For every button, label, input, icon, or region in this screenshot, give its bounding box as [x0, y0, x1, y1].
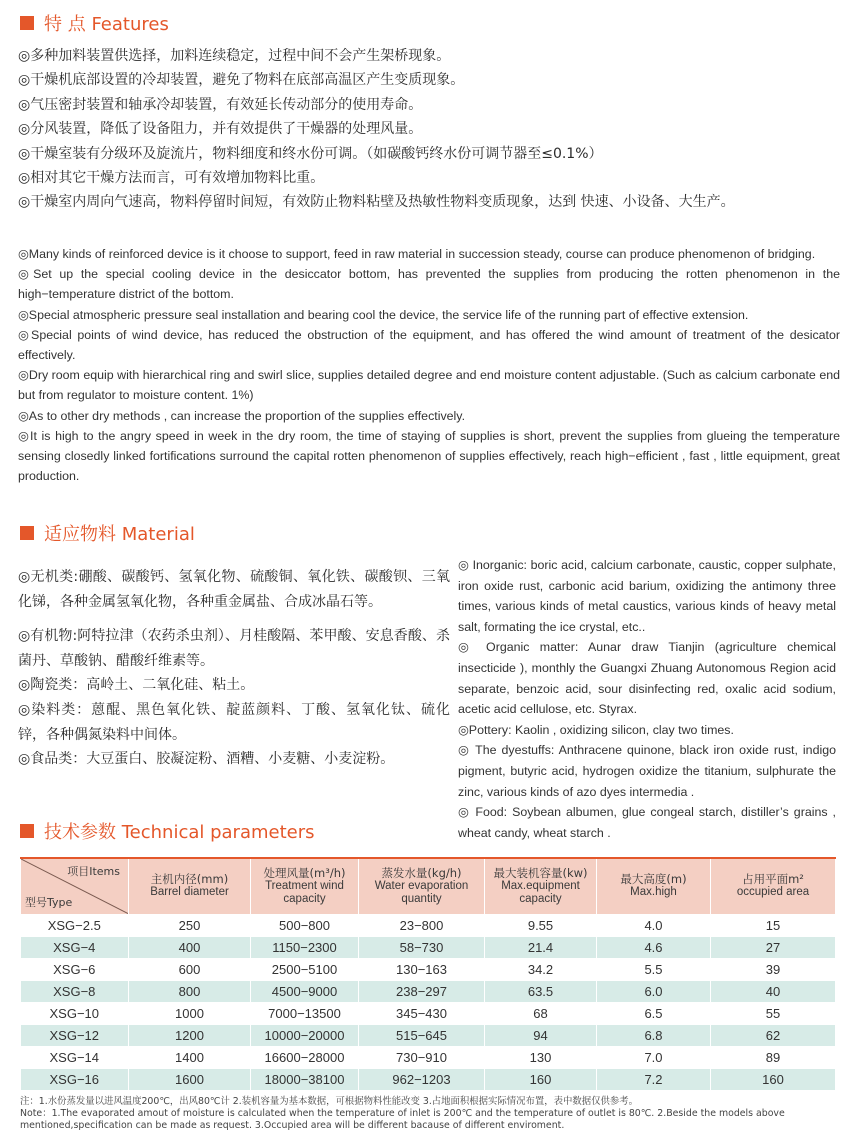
feature-en-3: ◎Special atmospheric pressure seal installation and bearing cool the device, the service life of the running part of effective extension. [18, 307, 749, 322]
column-header-en: Max.high [630, 886, 677, 899]
model-cell: XSG−8 [21, 980, 129, 1002]
value-cell: 1400 [129, 1046, 251, 1068]
value-cell: 962−1203 [359, 1068, 485, 1090]
model-cell: XSG−4 [21, 936, 129, 958]
note-en-line1: Note：1.The evaporated amout of moisture is calculated when the temperature of inlet is 200℃ and the temperature of outlet is 80℃. 2.Beside the models above [20, 1108, 785, 1119]
value-cell: 2500−5100 [251, 958, 359, 980]
feature-zh-4: ◎分风装置，降低了设备阻力，并有效提供了干燥器的处理风量。 [18, 121, 423, 138]
value-cell: 5.5 [597, 958, 711, 980]
table-row [21, 936, 836, 958]
heading-square-icon [20, 824, 34, 838]
column-header-zh: 最大装机容量(kw) [493, 865, 588, 880]
value-cell: 34.2 [485, 958, 597, 980]
material-zh-list [18, 565, 450, 772]
feature-en-2: ◎Set up the special cooling device in the desiccator bottom, has prevented the supplies from producing the rotten phenomenon in the high−temperature district of the bottom. [18, 267, 840, 302]
material-en-3: ◎Pottery: Kaolin , oxidizing silicon, clay two times. [458, 722, 734, 737]
value-cell: 400 [129, 936, 251, 958]
value-cell: 18000−38100 [251, 1068, 359, 1090]
material-en-5: ◎ Food: Soybean albumen, glue congeal starch, distiller’s grains , wheat candy, wheat starch . [458, 805, 836, 840]
model-cell: XSG−16 [21, 1068, 129, 1090]
feature-en-7: ◎It is high to the angry speed in week in the dry room, the time of staying of supplies is short, prevent the supplies from glueing the temperature sensing closedly linked fortifications surround the capital rotten phenomenon of supplies effectively, reach high−efficient , fast , little equipment, great production. [18, 428, 840, 484]
column-header-zh: 处理风量(m³/h) [263, 865, 346, 880]
value-cell: 238−297 [359, 980, 485, 1002]
material-en-4: ◎ The dyestuffs: Anthracene quinone, black iron oxide rust, indigo pigment, butyric acid, hydrogen oxidize the titanium, sulphurate the zinc, various kinds of azo dyes intermedia . [458, 743, 836, 799]
value-cell: 40 [711, 980, 836, 1002]
feature-en-4: ◎Special points of wind device, has reduced the obstruction of the equipment, and has offered the wind amount of treatment of the desicator effectively. [18, 327, 840, 363]
value-cell: 16600−28000 [251, 1046, 359, 1068]
column-header [129, 858, 251, 914]
features-en-list [18, 244, 840, 486]
value-cell: 4500−9000 [251, 980, 359, 1002]
value-cell: 21.4 [485, 936, 597, 958]
value-cell: 6.8 [597, 1024, 711, 1046]
value-cell: 515−645 [359, 1024, 485, 1046]
column-header [485, 858, 597, 914]
table-header-row [21, 858, 836, 914]
parameters-table [20, 857, 836, 1091]
column-header-zh: 最大高度(m) [620, 872, 687, 887]
value-cell: 6.0 [597, 980, 711, 1002]
corner-type-label: 型号Type [25, 895, 73, 909]
value-cell: 7.0 [597, 1046, 711, 1068]
table-row [21, 1024, 836, 1046]
column-header-zh: 主机内径(mm) [150, 872, 229, 887]
features-heading [20, 12, 169, 34]
feature-en-5: ◎Dry room equip with hierarchical ring and swirl slice, supplies detailed degree and end moisture content adjustable. (Such as calcium carbonate end but from regulator to moisture content. 1%) [18, 368, 840, 403]
value-cell: 130−163 [359, 958, 485, 980]
table-body [21, 914, 836, 1090]
value-cell: 160 [711, 1068, 836, 1090]
column-header-zh: 蒸发水量(kg/h) [381, 865, 462, 880]
value-cell: 27 [711, 936, 836, 958]
table-note [20, 1096, 835, 1132]
material-zh-2: ◎有机物:阿特拉津（农药杀虫剂）、月桂酸隔、苯甲酸、安息香酸、杀菌丹、草酸钠、醋酸纤维素等。 [18, 628, 450, 669]
note-zh: 注：1.水份蒸发量以进风温度200℃，出风80℃计 2.装机容量为基本数据，可根据物料性能改变 3.占地面积根据实际情况布置，表中数据仅供参考。 [20, 1096, 639, 1107]
value-cell: 94 [485, 1024, 597, 1046]
note-en-line2: mentioned,specification can be made as request. 3.Occupied area will be different bacause of different enviroment. [20, 1120, 565, 1131]
table-row [21, 1002, 836, 1024]
table-row [21, 980, 836, 1002]
value-cell: 1600 [129, 1068, 251, 1090]
model-cell: XSG−12 [21, 1024, 129, 1046]
material-title: 适应物料 Material [44, 524, 195, 545]
value-cell: 7000−13500 [251, 1002, 359, 1024]
material-zh-1: ◎无机类:硼酸、碳酸钙、氢氧化物、硫酸铜、氧化铁、碳酸钡、三氧化锑，各种金属氢氧化物，各种重金属盐、合成冰晶石等。 [18, 569, 450, 610]
column-header [597, 858, 711, 914]
value-cell: 6.5 [597, 1002, 711, 1024]
value-cell: 500−800 [251, 914, 359, 936]
value-cell: 58−730 [359, 936, 485, 958]
value-cell: 15 [711, 914, 836, 936]
column-header [711, 858, 836, 914]
feature-zh-2: ◎干燥机底部设置的冷却装置，避免了物料在底部高温区产生变质现象。 [18, 72, 465, 89]
value-cell: 55 [711, 1002, 836, 1024]
value-cell: 130 [485, 1046, 597, 1068]
material-en-2: ◎ Organic matter: Aunar draw Tianjin (agriculture chemical insecticide ), monthly the Guangxi Zhuang Autonomous Region acid separate, benzoic acid, sour disinfecting red, oxalic acid sodium, acetic acid cellulose, etc. Styrax. [458, 640, 836, 717]
value-cell: 10000−20000 [251, 1024, 359, 1046]
model-cell: XSG−10 [21, 1002, 129, 1024]
column-header-en: Barrel diameter [150, 886, 229, 899]
table-row [21, 1068, 836, 1090]
value-cell: 68 [485, 1002, 597, 1024]
table-row [21, 914, 836, 936]
value-cell: 600 [129, 958, 251, 980]
value-cell: 89 [711, 1046, 836, 1068]
value-cell: 4.6 [597, 936, 711, 958]
column-header-zh: 占用平面m² [742, 872, 804, 887]
value-cell: 23−800 [359, 914, 485, 936]
value-cell: 1200 [129, 1024, 251, 1046]
feature-zh-6: ◎相对其它干燥方法而言，可有效增加物料比重。 [18, 170, 325, 187]
heading-square-icon [20, 526, 34, 540]
value-cell: 7.2 [597, 1068, 711, 1090]
value-cell: 1000 [129, 1002, 251, 1024]
column-header-en: Treatment wind capacity [265, 879, 344, 905]
value-cell: 1150−2300 [251, 936, 359, 958]
column-header-en: occupied area [736, 886, 810, 899]
material-zh-5: ◎食品类：大豆蛋白、胶凝淀粉、酒糟、小麦糖、小麦淀粉。 [18, 751, 395, 768]
value-cell: 39 [711, 958, 836, 980]
column-header-en: Max.equipment capacity [501, 879, 580, 905]
material-en-1: ◎ Inorganic: boric acid, calcium carbonate, caustic, copper sulphate, iron oxide rust, carbonic acid barium, oxidizing the antimony three times, various kinds of metal caustics, various kinds of heavy metal salt, formating the ice crystal, etc.. [458, 558, 836, 634]
column-header [359, 858, 485, 914]
value-cell: 730−910 [359, 1046, 485, 1068]
table-row [21, 1046, 836, 1068]
value-cell: 62 [711, 1024, 836, 1046]
table-row [21, 958, 836, 980]
features-zh-list [18, 44, 838, 215]
value-cell: 800 [129, 980, 251, 1002]
material-heading [20, 522, 195, 544]
feature-en-6: ◎As to other dry methods , can increase the proportion of the supplies effectively. [18, 408, 466, 423]
corner-items-label: 项目Items [67, 865, 120, 878]
feature-en-1: ◎Many kinds of reinforced device is it choose to support, feed in raw material in succession steady, course can produce phenomenon of bridging. [18, 247, 816, 261]
value-cell: 160 [485, 1068, 597, 1090]
column-header-en: Water evaporation quantity [374, 879, 469, 905]
feature-zh-3: ◎气压密封装置和轴承冷却装置，有效延长传动部分的使用寿命。 [18, 96, 423, 113]
features-title: 特 点 Features [44, 14, 169, 35]
model-cell: XSG−14 [21, 1046, 129, 1068]
technical-heading [20, 820, 315, 842]
feature-zh-5: ◎干燥室装有分级环及旋流片，物料细度和终水份可调。（如碳酸钙终水份可调节器至≤0.1%） [18, 145, 603, 162]
value-cell: 9.55 [485, 914, 597, 936]
feature-zh-7: ◎干燥室内周向气速高，物料停留时间短，有效防止物料粘壁及热敏性物料变质现象，达到 快速、小设备、大生产。 [18, 194, 735, 211]
table-corner-cell [21, 858, 129, 914]
column-header [251, 858, 359, 914]
heading-square-icon [20, 16, 34, 30]
value-cell: 4.0 [597, 914, 711, 936]
technical-title: 技术参数 Technical parameters [44, 822, 315, 843]
feature-zh-1: ◎多种加料装置供选择，加料连续稳定，过程中间不会产生架桥现象。 [18, 48, 451, 64]
material-en-list [458, 555, 836, 843]
value-cell: 345−430 [359, 1002, 485, 1024]
value-cell: 63.5 [485, 980, 597, 1002]
material-zh-3: ◎陶瓷类：高岭土、二氧化硅、粘土。 [18, 677, 255, 694]
material-zh-4: ◎染料类：蒽醌、黑色氧化铁、靛蓝颜料、丁酸、氢氧化钛、硫化锌，各种偶氮染料中间体。 [18, 701, 450, 743]
model-cell: XSG−6 [21, 958, 129, 980]
model-cell: XSG−2.5 [21, 914, 129, 936]
value-cell: 250 [129, 914, 251, 936]
